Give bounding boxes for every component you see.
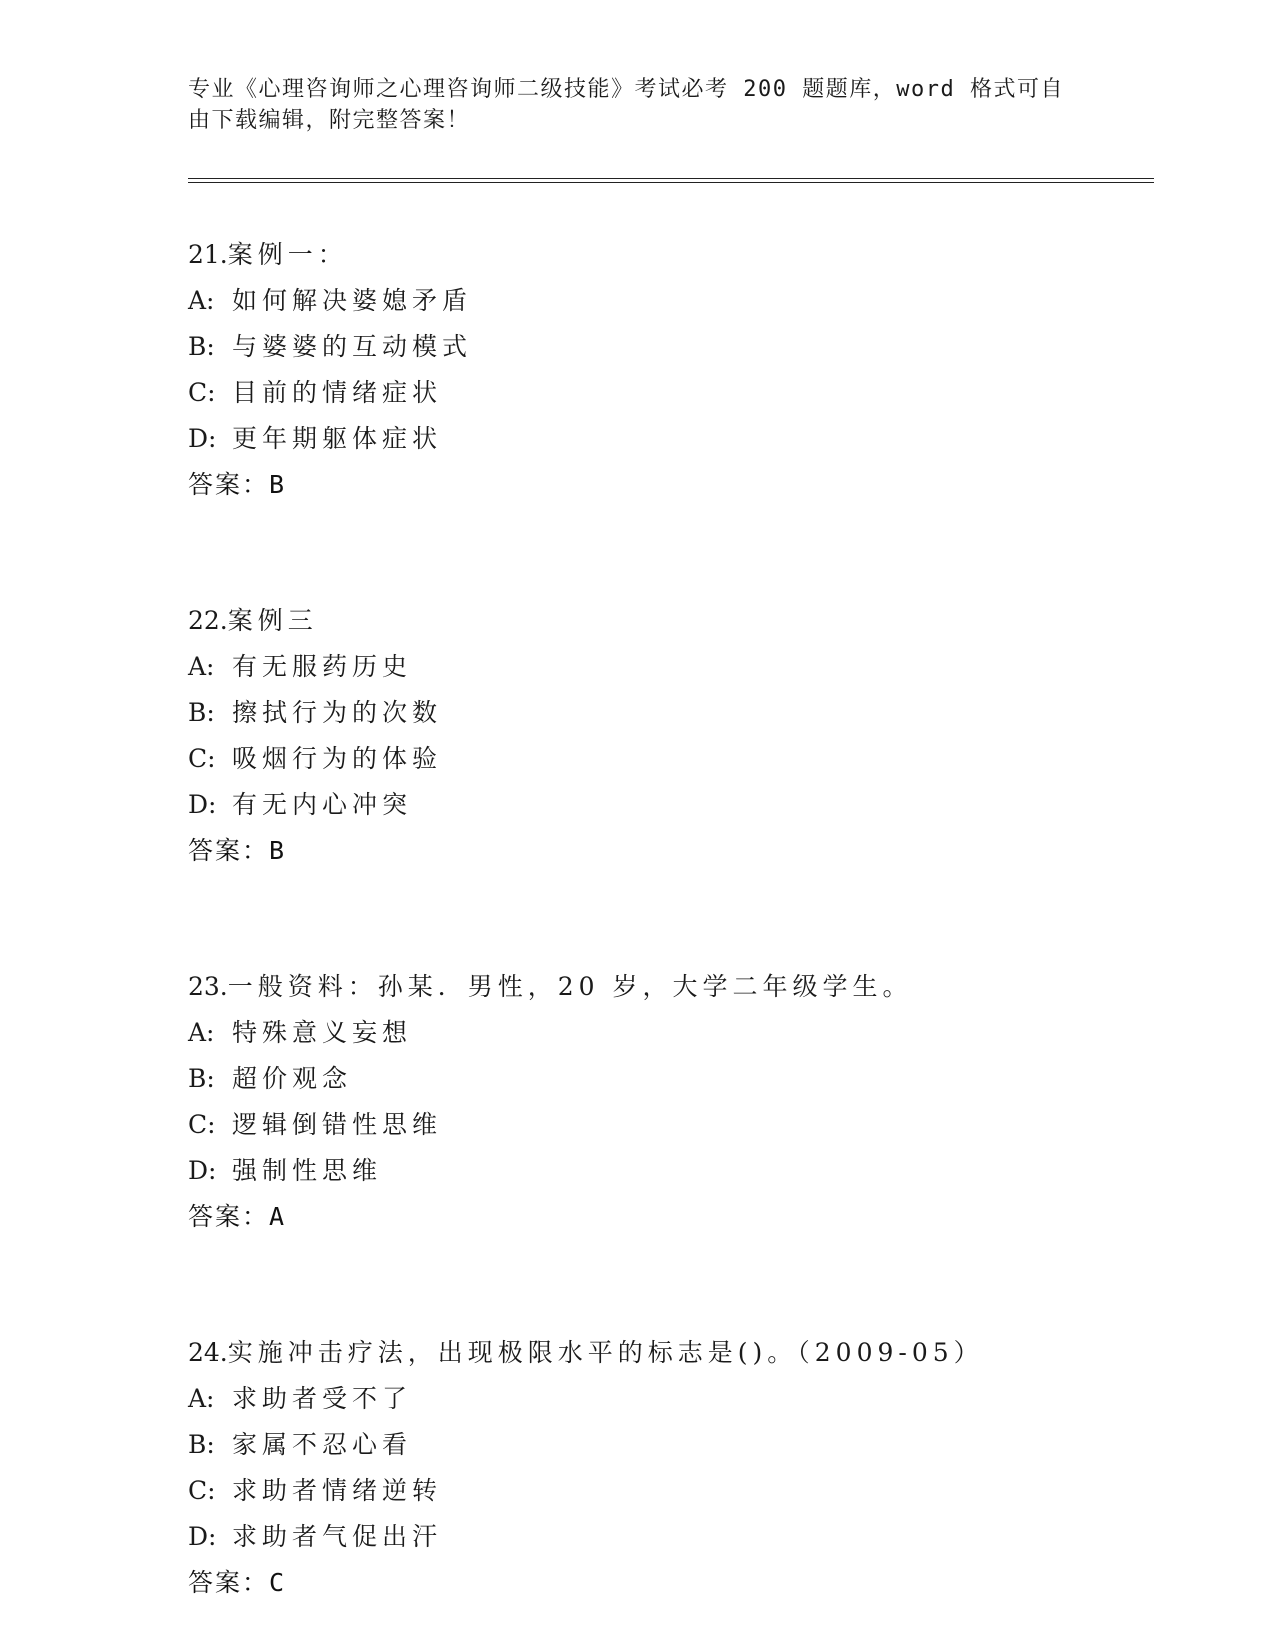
answer-line — [188, 828, 1148, 874]
question-stem — [188, 1330, 1148, 1376]
question-number: 24. — [188, 1338, 228, 1367]
option-text: 家属不忍心看 — [232, 1430, 413, 1459]
option-text: 求助者情绪逆转 — [232, 1476, 443, 1505]
option-text: 如何解决婆媳矛盾 — [232, 286, 473, 315]
option-a — [188, 644, 1148, 690]
option-text: 强制性思维 — [232, 1156, 383, 1185]
option-text: 求助者受不了 — [232, 1384, 413, 1413]
option-label: A: — [188, 1384, 215, 1413]
answer-label: 答案： — [188, 470, 270, 499]
option-label: A: — [188, 652, 215, 681]
option-label: D: — [188, 1156, 217, 1185]
question-text: 案例一： — [227, 240, 348, 269]
option-a — [188, 278, 1148, 324]
option-label: A: — [188, 1018, 215, 1047]
option-d — [188, 416, 1148, 462]
question-stem — [188, 598, 1148, 644]
answer-line — [188, 462, 1148, 508]
option-label: B: — [188, 1064, 215, 1093]
option-d — [188, 1148, 1148, 1194]
answer-value: C — [269, 1568, 285, 1597]
answer-value: B — [269, 470, 285, 499]
option-text: 求助者气促出汗 — [232, 1522, 443, 1551]
option-text: 吸烟行为的体验 — [232, 744, 443, 773]
question-23 — [188, 964, 1148, 1240]
question-24 — [188, 1330, 1148, 1606]
option-b — [188, 690, 1148, 736]
header-divider-bottom — [188, 182, 1154, 183]
answer-value: A — [269, 1202, 285, 1231]
answer-line — [188, 1560, 1148, 1606]
question-number: 21. — [188, 240, 228, 269]
answer-value: B — [269, 836, 285, 865]
option-label: C: — [188, 378, 216, 407]
option-d — [188, 1514, 1148, 1560]
answer-label: 答案： — [188, 1568, 270, 1597]
option-text: 更年期躯体症状 — [232, 424, 443, 453]
question-text: 实施冲击疗法，出现极限水平的标志是()。（2009-05） — [227, 1338, 984, 1367]
option-label: D: — [188, 424, 217, 453]
option-label: B: — [188, 698, 215, 727]
option-label: B: — [188, 1430, 215, 1459]
option-c — [188, 1102, 1148, 1148]
option-text: 逻辑倒错性思维 — [232, 1110, 443, 1139]
option-a — [188, 1376, 1148, 1422]
option-label: C: — [188, 744, 216, 773]
option-text: 有无服药历史 — [232, 652, 413, 681]
option-label: D: — [188, 790, 217, 819]
answer-line — [188, 1194, 1148, 1240]
option-label: A: — [188, 286, 215, 315]
answer-label: 答案： — [188, 1202, 270, 1231]
option-b — [188, 324, 1148, 370]
question-21 — [188, 232, 1148, 508]
document-header — [188, 74, 1088, 136]
option-label: C: — [188, 1476, 216, 1505]
option-c — [188, 370, 1148, 416]
answer-label: 答案： — [188, 836, 270, 865]
option-label: B: — [188, 332, 215, 361]
question-22 — [188, 598, 1148, 874]
option-text: 与婆婆的互动模式 — [232, 332, 473, 361]
option-a — [188, 1010, 1148, 1056]
question-number: 23. — [188, 972, 228, 1001]
option-text: 擦拭行为的次数 — [232, 698, 443, 727]
option-text: 超价观念 — [232, 1064, 353, 1093]
question-stem — [188, 232, 1148, 278]
option-d — [188, 782, 1148, 828]
option-label: C: — [188, 1110, 216, 1139]
option-c — [188, 1468, 1148, 1514]
header-divider-top — [188, 178, 1154, 179]
question-stem — [188, 964, 1148, 1010]
option-text: 目前的情绪症状 — [232, 378, 443, 407]
option-text: 特殊意义妄想 — [232, 1018, 413, 1047]
question-number: 22. — [188, 606, 228, 635]
question-list — [188, 232, 1148, 1606]
option-c — [188, 736, 1148, 782]
option-text: 有无内心冲突 — [232, 790, 413, 819]
question-text: 案例三 — [227, 606, 318, 635]
option-b — [188, 1056, 1148, 1102]
header-line-2: 由下载编辑，附完整答案！ — [188, 108, 471, 133]
option-label: D: — [188, 1522, 217, 1551]
question-text: 一般资料：孙某．男性，20 岁，大学二年级学生。 — [227, 972, 913, 1001]
option-b — [188, 1422, 1148, 1468]
header-line-1: 专业《心理咨询师之心理咨询师二级技能》考试必考 200 题题库，word 格式可自 — [188, 77, 1064, 102]
